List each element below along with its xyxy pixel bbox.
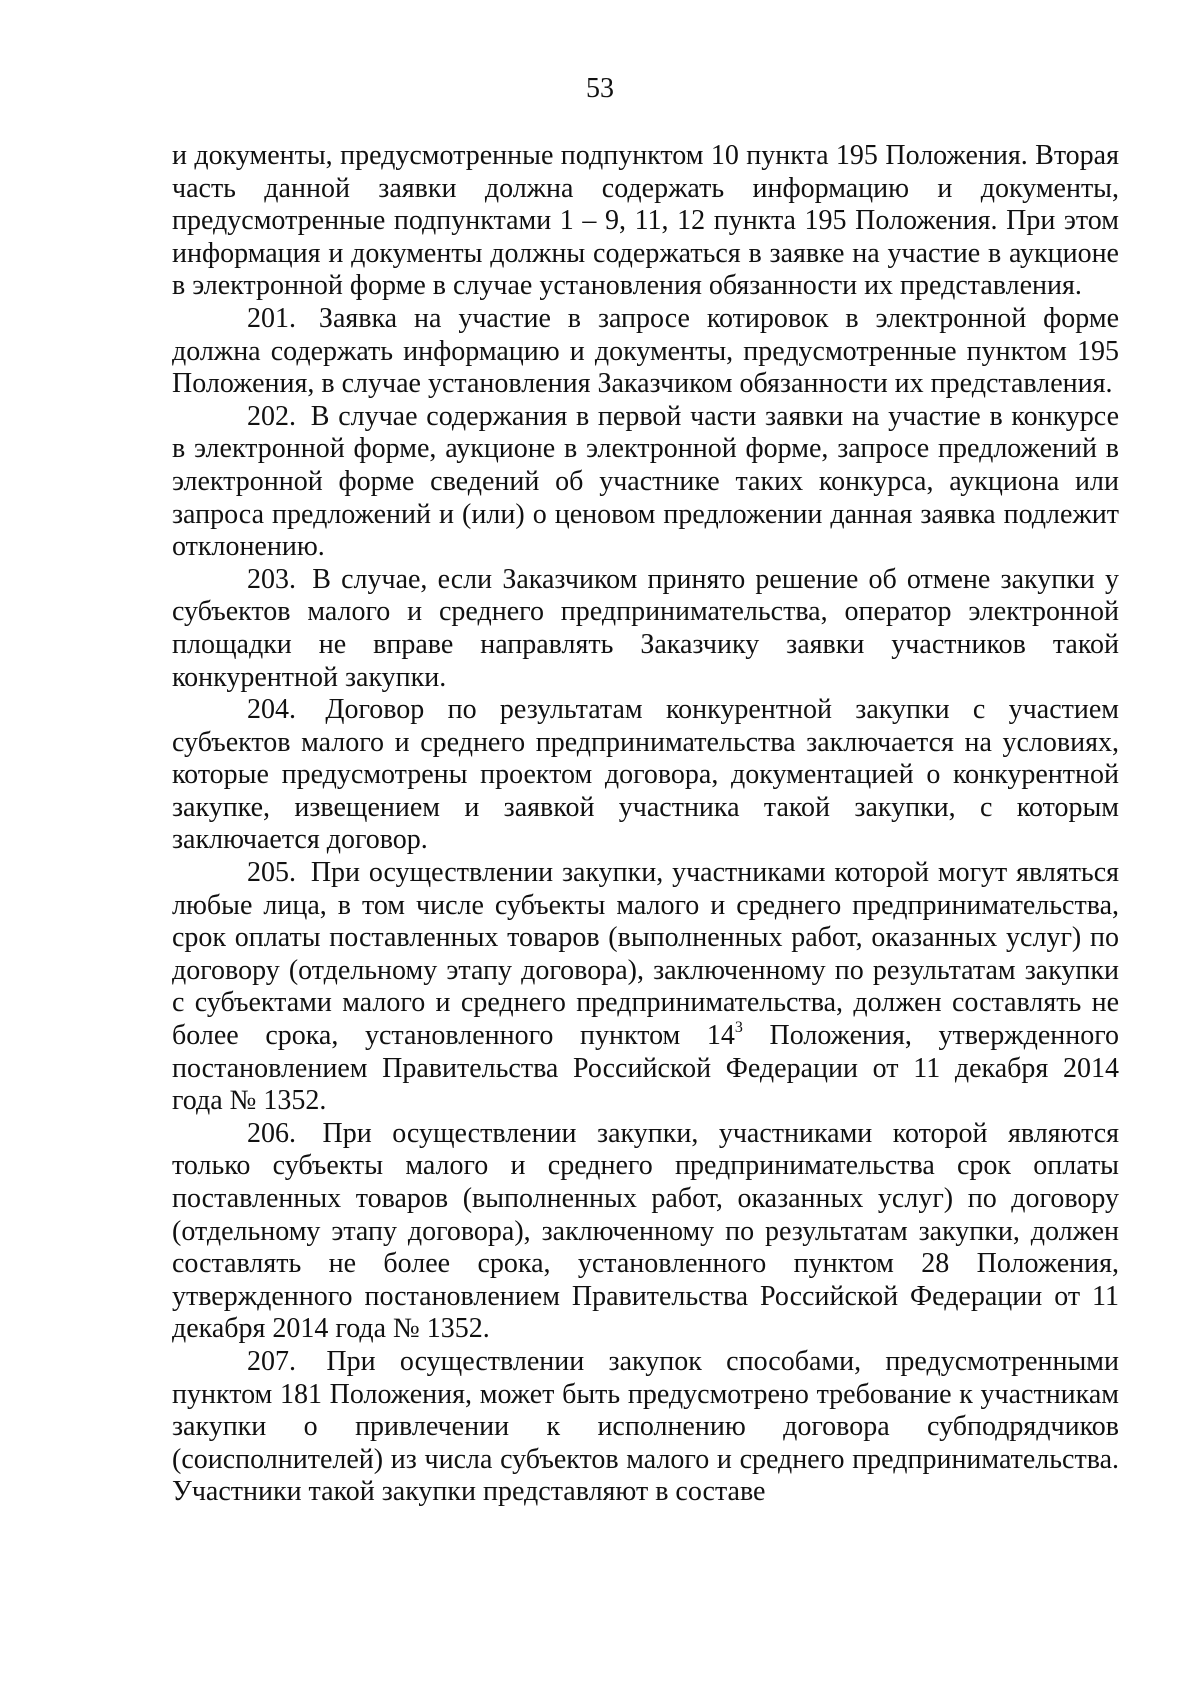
paragraph-203 [172, 564, 1119, 694]
paragraph-204 [172, 694, 1119, 857]
paragraph-207 [172, 1346, 1119, 1509]
paragraph-number: 201. [247, 302, 296, 334]
superscript: 3 [734, 1019, 743, 1037]
paragraph-continuation [172, 140, 1119, 303]
paragraph-text: и документы, предусмотренные подпунктом 10 пункта 195 Положения. Вторая часть данной заявки должна содержать информацию и документы, предусмотренные подпунктами 1 – 9, 11, 12 пункта 195 Положения. При этом информация и документы должны содержаться в заявке на участие в аукционе в электронной форме в случае установления обязанности их представления. [172, 140, 1119, 302]
paragraph-text: Договор по результатам конкурентной закупки с участием субъектов малого и среднего предпринимательства заключается на условиях, которые предусмотрены проектом договора, документацией о конкурентной закупке, извещением и заявкой участника такой закупки, с которым заключается договор. [172, 694, 1119, 856]
paragraph-text: В случае содержания в первой части заявки на участие в конкурсе в электронной форме, аукционе в электронной форме, запросе предложений в электронной форме сведений об участнике таких конкурса, аукциона или запроса предложений и (или) о ценовом предложении данная заявка подлежит отклонению. [172, 400, 1120, 563]
page-number: 53 [586, 73, 614, 104]
paragraph-206 [172, 1118, 1119, 1346]
paragraph-number: 206. [247, 1117, 296, 1149]
paragraph-number: 207. [247, 1345, 296, 1377]
paragraph-205 [172, 857, 1119, 1118]
paragraph-202 [172, 401, 1119, 564]
paragraph-text: Положения, утвержденного постановлением Правительства Российской Федерации от 11 декабря 2014 года № 1352. [172, 1020, 1119, 1117]
document-body [172, 140, 1119, 1509]
paragraph-number: 202. [247, 400, 296, 432]
paragraph-number: 204. [247, 694, 296, 726]
paragraph-text: При осуществлении закупки, участниками которой являются только субъекты малого и среднего предпринимательства срок оплаты поставленных товаров (выполненных работ, оказанных услуг) по договору (отдельному этапу договора), заключенному по результатам закупки, должен составлять не более срока, установленного пунктом 28 Положения, утвержденного постановлением Правительства Российской Федерации от 11 декабря 2014 года № 1352. [172, 1117, 1119, 1345]
paragraph-number: 205. [247, 857, 296, 889]
paragraph-text: При осуществлении закупок способами, предусмотренными пунктом 181 Положения, может быть предусмотрено требование к участникам закупки о привлечении к исполнению договора субподрядчиков (соисполнителей) из числа субъектов малого и среднего предпринимательства. Участники такой закупки представляют в составе [172, 1345, 1119, 1508]
paragraph-text: При осуществлении закупки, участниками которой могут являться любые лица, в том числе субъекты малого и среднего предпринимательства, срок оплаты поставленных товаров (выполненных работ, оказанных услуг) по договору (отдельному этапу договора), заключенному по результатам закупки с субъектами малого и среднего предпринимательства, должен составлять не более срока, установленного пунктом 14 [172, 857, 1120, 1052]
paragraph-text: В случае, если Заказчиком принято решение об отмене закупки у субъектов малого и среднего предпринимательства, оператор электронной площадки не вправе направлять Заказчику заявки участников такой конкурентной закупки. [172, 563, 1119, 693]
paragraph-number: 203. [247, 563, 296, 595]
paragraph-201 [172, 303, 1119, 401]
paragraph-text: Заявка на участие в запросе котировок в электронной форме должна содержать информацию и документы, предусмотренные пунктом 195 Положения, в случае установления Заказчиком обязанности их представления. [172, 302, 1120, 400]
